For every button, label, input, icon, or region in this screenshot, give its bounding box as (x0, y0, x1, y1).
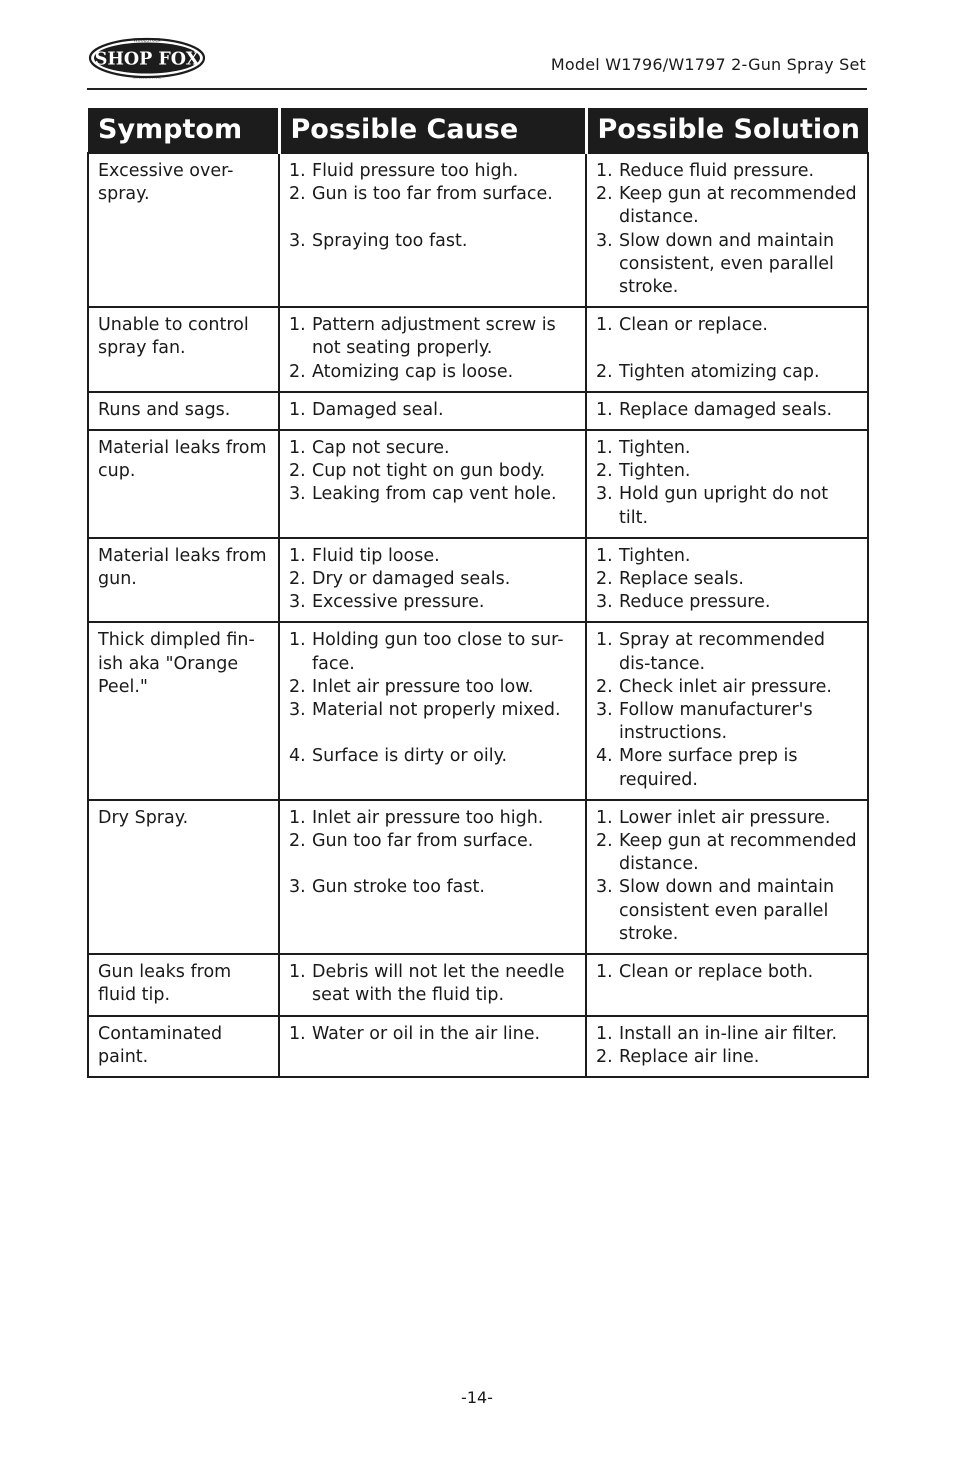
item-text: Tighten. (619, 461, 691, 482)
solution-item (596, 545, 861, 568)
item-number: 1. (289, 630, 306, 651)
solution-cell (586, 1016, 868, 1077)
item-number: 1. (596, 962, 613, 983)
item-number: 2. (289, 676, 306, 697)
solution-item (596, 568, 861, 591)
item-number: 1. (289, 161, 306, 181)
item-number: 4. (596, 746, 613, 767)
cause-item (289, 314, 579, 360)
solution-list (596, 314, 861, 384)
cause-item (289, 568, 579, 591)
solution-item (596, 314, 861, 337)
item-text: Leaking from cap vent hole. (312, 484, 557, 505)
solution-item (596, 830, 861, 876)
item-text: Slow down and maintain consistent, even parallel stroke. (619, 230, 835, 298)
table-row (88, 1016, 868, 1077)
cause-item (289, 807, 579, 830)
page-number: -14- (461, 1388, 493, 1407)
cause-list (289, 807, 579, 900)
item-text: Atomizing cap is loose. (312, 361, 514, 382)
item-number: 1. (289, 1023, 306, 1044)
cause-item (289, 591, 579, 614)
table-body (88, 153, 868, 1077)
cause-cell (279, 622, 586, 799)
cause-item (289, 545, 579, 568)
cause-cell (279, 954, 586, 1015)
item-text: Replace air line. (619, 1046, 760, 1067)
item-text: Lower inlet air pressure. (619, 807, 831, 828)
cause-item (289, 1023, 579, 1046)
cause-item (289, 745, 579, 768)
item-number: 3. (289, 592, 306, 613)
item-text: Clean or replace. (619, 315, 768, 336)
item-number: 2. (289, 361, 306, 382)
item-text: More surface prep is required. (619, 746, 798, 790)
troubleshooting-table (87, 108, 869, 1078)
item-number: 3. (596, 592, 613, 613)
solution-list (596, 1023, 861, 1069)
item-number: 2. (596, 569, 613, 590)
solution-cell (586, 392, 868, 430)
item-number: 1. (289, 545, 306, 566)
solution-cell (586, 800, 868, 954)
cause-list (289, 1023, 579, 1046)
item-number: 3. (289, 877, 306, 898)
table-row (88, 538, 868, 623)
solution-cell (586, 430, 868, 538)
item-number: 1. (289, 399, 306, 420)
item-text: Inlet air pressure too high. (312, 807, 544, 828)
solution-item (596, 361, 861, 384)
solution-list (596, 961, 861, 984)
cause-cell (279, 538, 586, 623)
solution-item (596, 876, 861, 946)
item-text: Cap not secure. (312, 438, 450, 459)
cause-item (289, 699, 579, 722)
item-number: 1. (596, 315, 613, 336)
solution-item (596, 483, 861, 529)
symptom-cell: Material leaks from cup. (88, 430, 279, 538)
item-text: Spraying too fast. (312, 230, 468, 251)
solution-list (596, 160, 861, 299)
cause-list (289, 961, 579, 1007)
cause-item (289, 876, 579, 899)
item-number: 2. (596, 184, 613, 205)
item-number: 1. (596, 545, 613, 566)
item-text: Excessive pressure. (312, 592, 485, 613)
cause-item (289, 437, 579, 460)
item-number: 3. (289, 484, 306, 505)
item-number: 2. (289, 831, 306, 852)
cause-cell (279, 153, 586, 307)
item-text: Replace seals. (619, 569, 744, 590)
item-text: Clean or replace both. (619, 962, 814, 983)
cause-item (289, 399, 579, 422)
cause-list (289, 629, 579, 768)
item-text: Gun is too far from surface. (312, 184, 553, 205)
item-text: Surface is dirty or oily. (312, 746, 508, 767)
cause-item (289, 460, 579, 483)
table-row (88, 954, 868, 1015)
item-number: 2. (289, 569, 306, 590)
table-row (88, 622, 868, 799)
solution-item (596, 629, 861, 675)
item-text: Gun stroke too fast. (312, 877, 485, 898)
symptom-cell: Runs and sags. (88, 392, 279, 430)
cause-cell (279, 430, 586, 538)
item-text: Reduce pressure. (619, 592, 771, 613)
symptom-cell: Material leaks from gun. (88, 538, 279, 623)
cause-list (289, 314, 579, 384)
cause-list (289, 545, 579, 615)
table-row (88, 392, 868, 430)
item-number: 2. (596, 361, 613, 382)
cause-list (289, 399, 579, 422)
item-number: 3. (289, 230, 306, 251)
item-text: Debris will not let the needle seat with the fluid tip. (312, 962, 565, 1006)
item-text: Tighten atomizing cap. (619, 361, 820, 382)
solution-item (596, 1023, 861, 1046)
item-number: 3. (596, 877, 613, 898)
item-text: Replace damaged seals. (619, 399, 833, 420)
solution-list (596, 437, 861, 530)
item-text: Damaged seal. (312, 399, 444, 420)
solution-list (596, 629, 861, 791)
item-number: 1. (596, 161, 613, 181)
solution-item (596, 699, 861, 745)
item-number: 2. (289, 184, 306, 205)
item-text: Hold gun upright do not tilt. (619, 484, 829, 528)
item-number: 2. (289, 461, 306, 482)
item-number: 2. (596, 676, 613, 697)
item-text: Spray at recommended dis-tance. (619, 630, 826, 674)
item-number: 3. (289, 700, 306, 721)
cause-cell (279, 800, 586, 954)
header-possible-cause: Possible Cause (279, 108, 586, 153)
table-row (88, 430, 868, 538)
solution-item (596, 1046, 861, 1069)
cause-item (289, 183, 579, 206)
cause-item (289, 830, 579, 853)
header-symptom: Symptom (88, 108, 279, 153)
table-row (88, 153, 868, 307)
cause-cell (279, 307, 586, 392)
solution-item (596, 437, 861, 460)
item-number: 1. (596, 399, 613, 420)
item-number: 1. (289, 962, 306, 983)
cause-item (289, 629, 579, 675)
cause-item (289, 483, 579, 506)
item-text: Slow down and maintain consistent even parallel stroke. (619, 877, 835, 944)
solution-cell (586, 307, 868, 392)
table-row (88, 800, 868, 954)
header-possible-solution: Possible Solution (586, 108, 868, 153)
solution-list (596, 399, 861, 422)
item-text: Install an in-line air filter. (619, 1023, 838, 1044)
symptom-cell: Dry Spray. (88, 800, 279, 954)
item-number: 1. (289, 438, 306, 459)
solution-list (596, 545, 861, 615)
shop-fox-logo (88, 36, 206, 80)
item-text: Inlet air pressure too low. (312, 676, 534, 697)
cause-cell (279, 392, 586, 430)
symptom-cell: Contaminated paint. (88, 1016, 279, 1077)
symptom-cell: Gun leaks from fluid tip. (88, 954, 279, 1015)
item-text: Fluid pressure too high. (312, 161, 519, 181)
item-text: Water or oil in the air line. (312, 1023, 541, 1044)
cause-item (289, 230, 579, 253)
solution-cell (586, 153, 868, 307)
item-text: Keep gun at recommended distance. (619, 831, 857, 875)
item-number: 1. (596, 630, 613, 651)
item-number: 3. (596, 700, 613, 721)
solution-cell (586, 622, 868, 799)
solution-cell (586, 954, 868, 1015)
cause-item (289, 961, 579, 1007)
symptom-cell: Excessive over-spray. (88, 153, 279, 307)
item-text: Keep gun at recommended distance. (619, 184, 857, 228)
solution-list (596, 807, 861, 946)
cause-list (289, 437, 579, 507)
solution-item (596, 961, 861, 984)
item-number: 1. (289, 807, 306, 828)
item-number: 2. (596, 1046, 613, 1067)
header-row (88, 108, 868, 153)
table-row (88, 307, 868, 392)
item-text: Tighten. (619, 438, 691, 459)
solution-item (596, 230, 861, 300)
solution-item (596, 745, 861, 791)
item-text: Check inlet air pressure. (619, 676, 832, 697)
solution-item (596, 160, 861, 183)
item-text: Gun too far from surface. (312, 831, 534, 852)
item-text: Reduce fluid pressure. (619, 161, 815, 181)
item-number: 2. (596, 831, 613, 852)
solution-item (596, 399, 861, 422)
solution-cell (586, 538, 868, 623)
svg-text:SHOP FOX: SHOP FOX (94, 49, 200, 70)
item-number: 1. (596, 1023, 613, 1044)
item-number: 3. (596, 230, 613, 251)
solution-item (596, 591, 861, 614)
symptom-cell: Thick dimpled fin-ish aka "Orange Peel." (88, 622, 279, 799)
item-text: Pattern adjustment screw is not seating properly. (312, 315, 556, 359)
solution-item (596, 183, 861, 229)
symptom-cell: Unable to control spray fan. (88, 307, 279, 392)
cause-list (289, 160, 579, 253)
item-number: 4. (289, 746, 306, 767)
svg-text:INTERNATIONAL: INTERNATIONAL (132, 75, 162, 80)
svg-text:WOODSTOCK: WOODSTOCK (133, 37, 161, 43)
item-text: Fluid tip loose. (312, 545, 440, 566)
model-title: Model W1796/W1797 2-Gun Spray Set (550, 55, 866, 74)
item-text: Tighten. (619, 545, 691, 566)
solution-item (596, 460, 861, 483)
item-number: 3. (596, 484, 613, 505)
cause-item (289, 676, 579, 699)
item-number: 1. (596, 807, 613, 828)
item-number: 1. (289, 315, 306, 336)
cause-cell (279, 1016, 586, 1077)
item-text: Material not properly mixed. (312, 700, 561, 721)
solution-item (596, 807, 861, 830)
item-text: Holding gun too close to sur-face. (312, 630, 564, 674)
cause-item (289, 361, 579, 384)
header-rule (87, 88, 867, 90)
item-number: 1. (596, 438, 613, 459)
cause-item (289, 160, 579, 183)
solution-item (596, 676, 861, 699)
item-text: Dry or damaged seals. (312, 569, 511, 590)
item-text: Follow manufacturer's instructions. (619, 700, 813, 744)
item-text: Cup not tight on gun body. (312, 461, 546, 482)
item-number: 2. (596, 461, 613, 482)
